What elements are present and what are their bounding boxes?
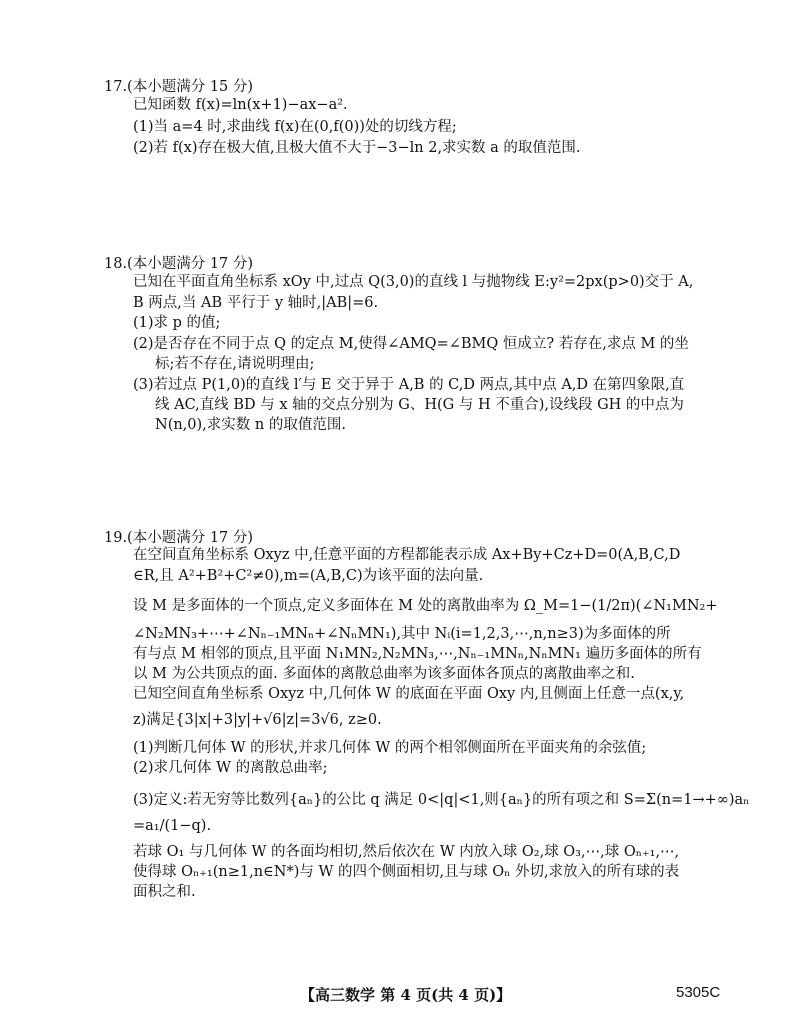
page-number-label: 【高三数学 第 4 页(共 4 页)】 (300, 986, 512, 1004)
document-code: 5305C (676, 984, 721, 1001)
problem-header: 18.(本小题满分 17 分) (104, 256, 254, 272)
problem-line: ∠N₂MN₃+⋯+∠Nₙ₋₁MNₙ+∠NₙMN₁),其中 Nᵢ(i=1,2,3,⋯,n,n≥3)为多面体的所 (133, 626, 671, 642)
problem-header: 17.(本小题满分 15 分) (104, 79, 254, 95)
problem-line: ∈R,且 A²+B²+C²≠0),m=(A,B,C)为该平面的法向量. (133, 568, 484, 584)
problem-line: B 两点,当 AB 平行于 y 轴时,|AB|=6. (133, 295, 379, 311)
problem-line: 使得球 Oₙ₊₁(n≥1,n∈N*)与 W 的四个侧面相切,且与球 Oₙ 外切,求放入的所有球的表 (133, 864, 680, 880)
problem-line: 标;若不存在,请说明理由; (155, 356, 315, 372)
problem-line: (1)求 p 的值; (133, 315, 221, 331)
problem-line: (2)若 f(x)存在极大值,且极大值不大于−3−ln 2,求实数 a 的取值范围. (133, 140, 581, 156)
problem-header: 19.(本小题满分 17 分) (104, 530, 254, 546)
page-footer (0, 984, 800, 1010)
problem-line: 设 M 是多面体的一个顶点,定义多面体在 M 处的离散曲率为 Ω_M=1−(1/2π)(∠N₁MN₂+ (133, 598, 718, 614)
problem-line: (1)当 a=4 时,求曲线 f(x)在(0,f(0))处的切线方程; (133, 119, 457, 135)
problem-line: 有与点 M 相邻的顶点,且平面 N₁MN₂,N₂MN₃,⋯,Nₙ₋₁MNₙ,NₙMN₁ 遍历多面体的所有 (133, 646, 702, 662)
problem-line: 已知在平面直角坐标系 xOy 中,过点 Q(3,0)的直线 l 与抛物线 E:y²=2px(p>0)交于 A, (133, 274, 694, 290)
problem-line: (2)求几何体 W 的离散总曲率; (133, 760, 328, 776)
problem-line: 已知函数 f(x)=ln(x+1)−ax−a². (133, 97, 348, 113)
problem-line: 面积之和. (133, 884, 196, 900)
problem-line: (3)若过点 P(1,0)的直线 l′与 E 交于异于 A,B 的 C,D 两点,其中点 A,D 在第四象限,直 (133, 377, 685, 393)
problem-line: 在空间直角坐标系 Oxyz 中,任意平面的方程都能表示成 Ax+By+Cz+D=0(A,B,C,D (133, 547, 681, 563)
problem-line: 线 AC,直线 BD 与 x 轴的交点分别为 G、H(G 与 H 不重合),设线段 GH 的中点为 (155, 397, 684, 413)
problem-line: 以 M 为公共顶点的面. 多面体的离散总曲率为该多面体各顶点的离散曲率之和. (133, 666, 635, 682)
problem-line: (3)定义:若无穷等比数列{aₙ}的公比 q 满足 0<|q|<1,则{aₙ}的所有项之和 S=Σ(n=1→+∞)aₙ (133, 792, 750, 808)
problem-line: z)满足{3|x|+3|y|+√6|z|=3√6, z≥0. (133, 712, 382, 728)
problem-line: N(n,0),求实数 n 的取值范围. (155, 417, 346, 433)
problem-line: 已知空间直角坐标系 Oxyz 中,几何体 W 的底面在平面 Oxy 内,且侧面上任意一点(x,y, (133, 686, 685, 702)
problem-line: 若球 O₁ 与几何体 W 的各面均相切,然后依次在 W 内放入球 O₂,球 O₃,⋯,球 Oₙ₊₁,⋯, (133, 844, 680, 860)
problem-line: (1)判断几何体 W 的形状,并求几何体 W 的两个相邻侧面所在平面夹角的余弦值; (133, 740, 647, 756)
problem-line: =a₁/(1−q). (133, 818, 212, 834)
problem-line: (2)是否存在不同于点 Q 的定点 M,使得∠AMQ=∠BMQ 恒成立? 若存在,求点 M 的坐 (133, 336, 689, 352)
